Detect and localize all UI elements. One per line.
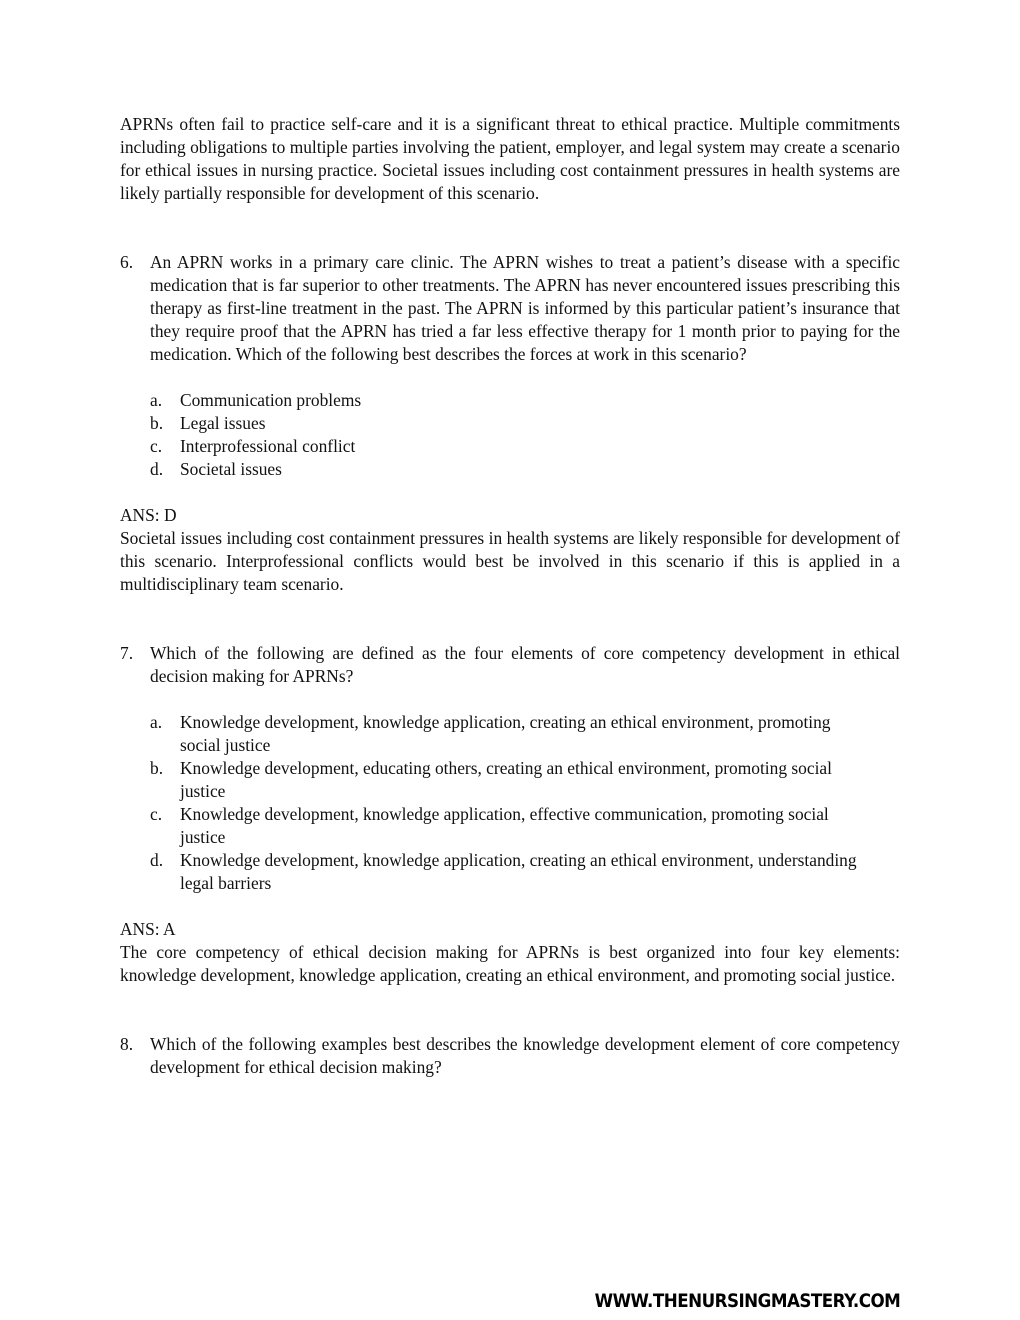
option-label: b. <box>150 413 164 433</box>
question-6 <box>120 251 900 366</box>
question-7 <box>120 642 900 688</box>
intro-paragraph: APRNs often fail to practice self-care and it is a significant threat to ethical practice. Multiple commitments including obligations to multiple parties involving the patient, employer, and legal system may create a scenario for ethical issues in nursing practice. Societal issues including cost containment pressures in health systems are likely partially responsible for development of this scenario. <box>120 114 900 203</box>
option-text: Knowledge development, knowledge application, creating an ethical environment, understanding legal barriers <box>180 850 857 893</box>
question-number: 6. <box>120 252 134 272</box>
answer-options <box>150 711 900 895</box>
question-text: An APRN works in a primary care clinic. The APRN wishes to treat a patient’s disease with a specific medication that is far superior to other treatments. The APRN has never encountered issues prescribing this therapy as first-line treatment in the past. The APRN is informed by this particular patient’s insurance that they require proof that the APRN has tried a far less effective therapy for 1 month prior to paying for the medication. Which of the following best describes the forces at work in this scenario? <box>150 252 900 364</box>
option-label: a. <box>150 390 163 410</box>
question-block <box>120 642 900 987</box>
option-b <box>150 412 900 435</box>
option-c <box>150 803 900 849</box>
option-text: Communication problems <box>180 390 362 410</box>
question-8 <box>120 1033 900 1079</box>
option-text: Knowledge development, educating others, creating an ethical environment, promoting social justice <box>180 758 832 801</box>
option-c <box>150 435 900 458</box>
answer-rationale: Societal issues including cost containment pressures in health systems are likely responsible for development of this scenario. Interprofessional conflicts would best be involved in this scenario if this is applied in a multidisciplinary team scenario. <box>120 528 900 594</box>
answer-options <box>150 389 900 481</box>
option-label: c. <box>150 436 163 456</box>
answer-rationale: The core competency of ethical decision making for APRNs is best organized into four key elements: knowledge development, knowledge application, creating an ethical environment, and promoting social justice. <box>120 942 900 985</box>
question-block <box>120 1033 900 1079</box>
question-text: Which of the following examples best describes the knowledge development element of core competency development for ethical decision making? <box>150 1034 900 1077</box>
question-number: 8. <box>120 1034 134 1054</box>
footer-website: WWW.THENURSINGMASTERY.COM <box>594 1290 900 1312</box>
option-text: Legal issues <box>180 413 266 433</box>
option-d <box>150 458 900 481</box>
option-label: b. <box>150 758 164 778</box>
option-text: Societal issues <box>180 459 282 479</box>
answer-key: ANS: D <box>120 505 177 525</box>
option-a <box>150 389 900 412</box>
option-label: d. <box>150 459 164 479</box>
option-label: c. <box>150 804 163 824</box>
question-text: Which of the following are defined as the four elements of core competency development in ethical decision making for APRNs? <box>150 643 900 686</box>
option-text: Knowledge development, knowledge application, effective communication, promoting social justice <box>180 804 829 847</box>
option-d <box>150 849 900 895</box>
option-label: a. <box>150 712 163 732</box>
answer-key: ANS: A <box>120 919 176 939</box>
option-text: Knowledge development, knowledge application, creating an ethical environment, promoting social justice <box>180 712 831 755</box>
option-label: d. <box>150 850 164 870</box>
option-a <box>150 711 900 757</box>
option-text: Interprofessional conflict <box>180 436 356 456</box>
question-block <box>120 251 900 596</box>
document-page <box>120 113 900 1079</box>
question-number: 7. <box>120 643 134 663</box>
option-b <box>150 757 900 803</box>
